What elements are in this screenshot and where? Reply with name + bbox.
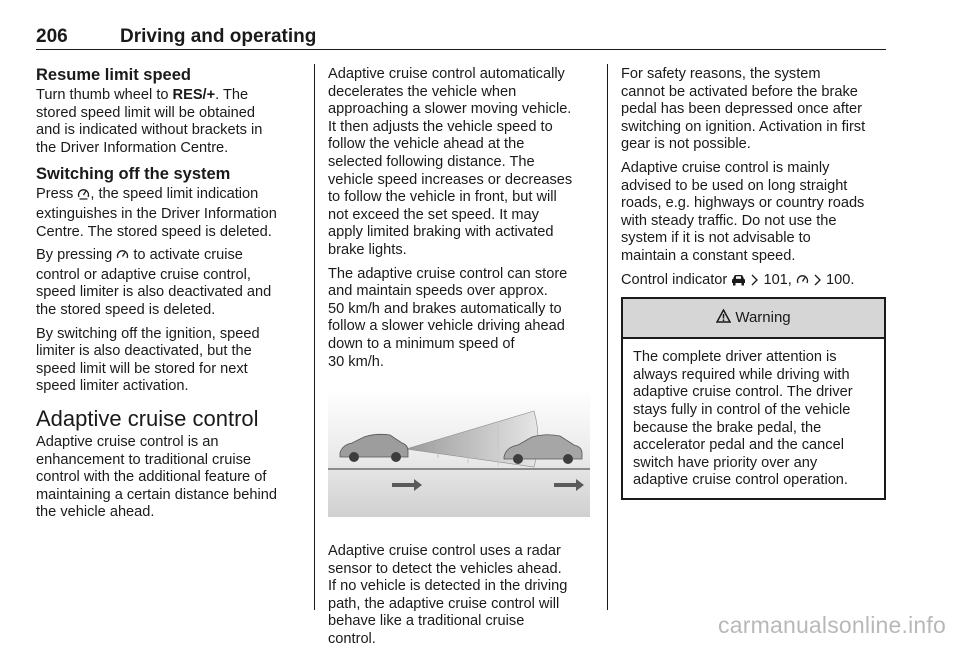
page-number: 206: [36, 26, 68, 47]
text-line: to follow the vehicle in front, but will: [328, 189, 557, 206]
text-line: always required while driving with: [633, 366, 850, 383]
warning-text: [623, 339, 884, 498]
paragraph-acc-intro: [36, 434, 306, 522]
text-line: Adaptive cruise control is an: [36, 433, 219, 450]
warning-title: Warning: [735, 309, 791, 327]
text-line: For safety reasons, the system: [621, 66, 821, 82]
text-line: not exceed the set speed. It may: [328, 206, 539, 223]
text-line: vehicle speed increases or decreases: [328, 171, 573, 188]
text-line: adaptive cruise control operation.: [633, 472, 848, 489]
vehicle-ahead-icon: [731, 274, 746, 292]
header-rule: [36, 49, 886, 50]
text-fragment: Control indicator: [621, 271, 732, 288]
text-line: apply limited braking with activated: [328, 224, 554, 241]
speed-limiter-icon: [77, 186, 90, 206]
text-line: brake lights.: [328, 241, 407, 258]
paragraph-usage: [621, 160, 886, 266]
column-divider-2: [607, 64, 608, 610]
text-line: Adaptive cruise control automatically: [328, 66, 565, 82]
text-line: By switching off the ignition, speed: [36, 325, 260, 342]
paragraph-safety: [621, 66, 886, 154]
text-line: with steady traffic. Do not use the: [621, 212, 837, 229]
radar-illustration: [328, 389, 590, 517]
paragraph-resume: [36, 87, 306, 157]
page-reference-icon: [813, 274, 822, 292]
text-line: decelerates the vehicle when: [328, 83, 517, 100]
text-line: speed limit will be stored for next: [36, 360, 248, 377]
text-line: approaching a slower moving vehicle.: [328, 101, 572, 118]
paragraph-acc-function: [328, 66, 596, 260]
text-line: extinguishes in the Driver Information: [36, 205, 277, 222]
text-line: cannot be activated before the brake: [621, 83, 858, 100]
page-reference-icon: [750, 274, 759, 292]
text-line: control.: [328, 631, 376, 648]
text-line: down to a minimum speed of: [328, 335, 515, 352]
warning-header: [623, 299, 884, 339]
text-fragment: . The: [215, 87, 249, 103]
text-line: follow the vehicle ahead at the: [328, 136, 525, 153]
watermark: carmanualsonline.info: [718, 612, 946, 638]
text-line: because the brake pedal, the: [633, 419, 822, 436]
text-line: path, the adaptive cruise control will: [328, 595, 560, 612]
control-indicator-line: [621, 272, 886, 292]
text-line: The complete driver attention is: [633, 349, 837, 366]
paragraph-ignition: [36, 326, 306, 396]
text-line: Adaptive cruise control is mainly: [621, 159, 830, 176]
text-line: the stored speed is deleted.: [36, 301, 216, 318]
paragraph-acc-radar: [328, 543, 596, 649]
text-fragment: to activate cruise: [129, 247, 243, 264]
text-line: maintain a constant speed.: [621, 247, 796, 264]
text-line: switching on ignition. Activation in first: [621, 118, 866, 135]
text-line: It then adjusts the vehicle speed to: [328, 118, 553, 135]
text-line: stays fully in control of the vehicle: [633, 401, 851, 418]
text-line: selected following distance. The: [328, 153, 535, 170]
text-line: control or adaptive cruise control,: [36, 266, 251, 283]
text-line: stored speed limit will be obtained: [36, 104, 256, 121]
text-line: Adaptive cruise control uses a radar: [328, 543, 561, 560]
text-line: the vehicle ahead.: [36, 504, 155, 521]
paragraph-switch-off: [36, 186, 306, 241]
text-line: advised to be used on long straight: [621, 177, 848, 194]
text-line: control with the additional feature of: [36, 469, 267, 486]
text-line: speed limiter activation.: [36, 378, 189, 395]
text-line: the Driver Information Centre.: [36, 139, 229, 156]
heading-resume-limit-speed: Resume limit speed: [36, 66, 191, 84]
column-divider-1: [314, 64, 315, 610]
text-line: adaptive cruise control. The driver: [633, 384, 853, 401]
column-3: [621, 66, 886, 500]
text-line: enhancement to traditional cruise: [36, 451, 251, 468]
text-line: roads, e.g. highways or country roads: [621, 195, 865, 212]
text-line: Centre. The stored speed is deleted.: [36, 223, 272, 240]
text-fragment: 101,: [763, 271, 796, 288]
heading-adaptive-cruise-control: Adaptive cruise control: [36, 405, 259, 431]
column-1: [36, 66, 306, 528]
text-line: maintaining a certain distance behind: [36, 486, 277, 503]
text-line: pedal has been depressed once after: [621, 101, 862, 118]
text-line: 50 km/h and brakes automatically to: [328, 300, 562, 317]
text-line: The adaptive cruise control can store: [328, 265, 568, 282]
cruise-control-icon: [796, 273, 809, 292]
section-title: Driving and operating: [120, 26, 317, 47]
text-line: and is indicated without brackets in: [36, 122, 263, 139]
text-line: follow a slower vehicle driving ahead: [328, 318, 565, 335]
text-line: gear is not possible.: [621, 136, 751, 153]
text-line: If no vehicle is detected in the driving: [328, 578, 568, 595]
text-line: and maintain speeds over approx.: [328, 283, 548, 300]
text-fragment: By pressing: [36, 247, 117, 264]
page-header: [36, 26, 886, 50]
text-line: speed limiter is also deactivated and: [36, 284, 272, 301]
text-line: behave like a traditional cruise: [328, 613, 525, 630]
text-fragment: , the speed limit indication: [90, 186, 259, 203]
text-line: sensor to detect the vehicles ahead.: [328, 560, 562, 577]
heading-switching-off: Switching off the system: [36, 165, 231, 184]
text-line: switch have priority over any: [633, 454, 818, 471]
warning-box: [621, 297, 886, 500]
paragraph-pressing: [36, 247, 306, 319]
column-2: [328, 66, 596, 655]
text-line: system if it is not advisable to: [621, 230, 811, 247]
text-line: accelerator pedal and the cancel: [633, 437, 844, 454]
text-fragment: Turn thumb wheel to: [36, 87, 173, 103]
warning-triangle-icon: [716, 309, 731, 328]
res-key-label: RES/+: [172, 87, 216, 103]
cruise-control-icon: [116, 248, 129, 267]
text-line: limiter is also deactivated, but the: [36, 343, 252, 360]
paragraph-acc-speeds: [328, 266, 596, 372]
text-line: 30 km/h.: [328, 353, 384, 370]
text-fragment: Press: [36, 186, 78, 203]
text-fragment: 100.: [826, 271, 855, 288]
